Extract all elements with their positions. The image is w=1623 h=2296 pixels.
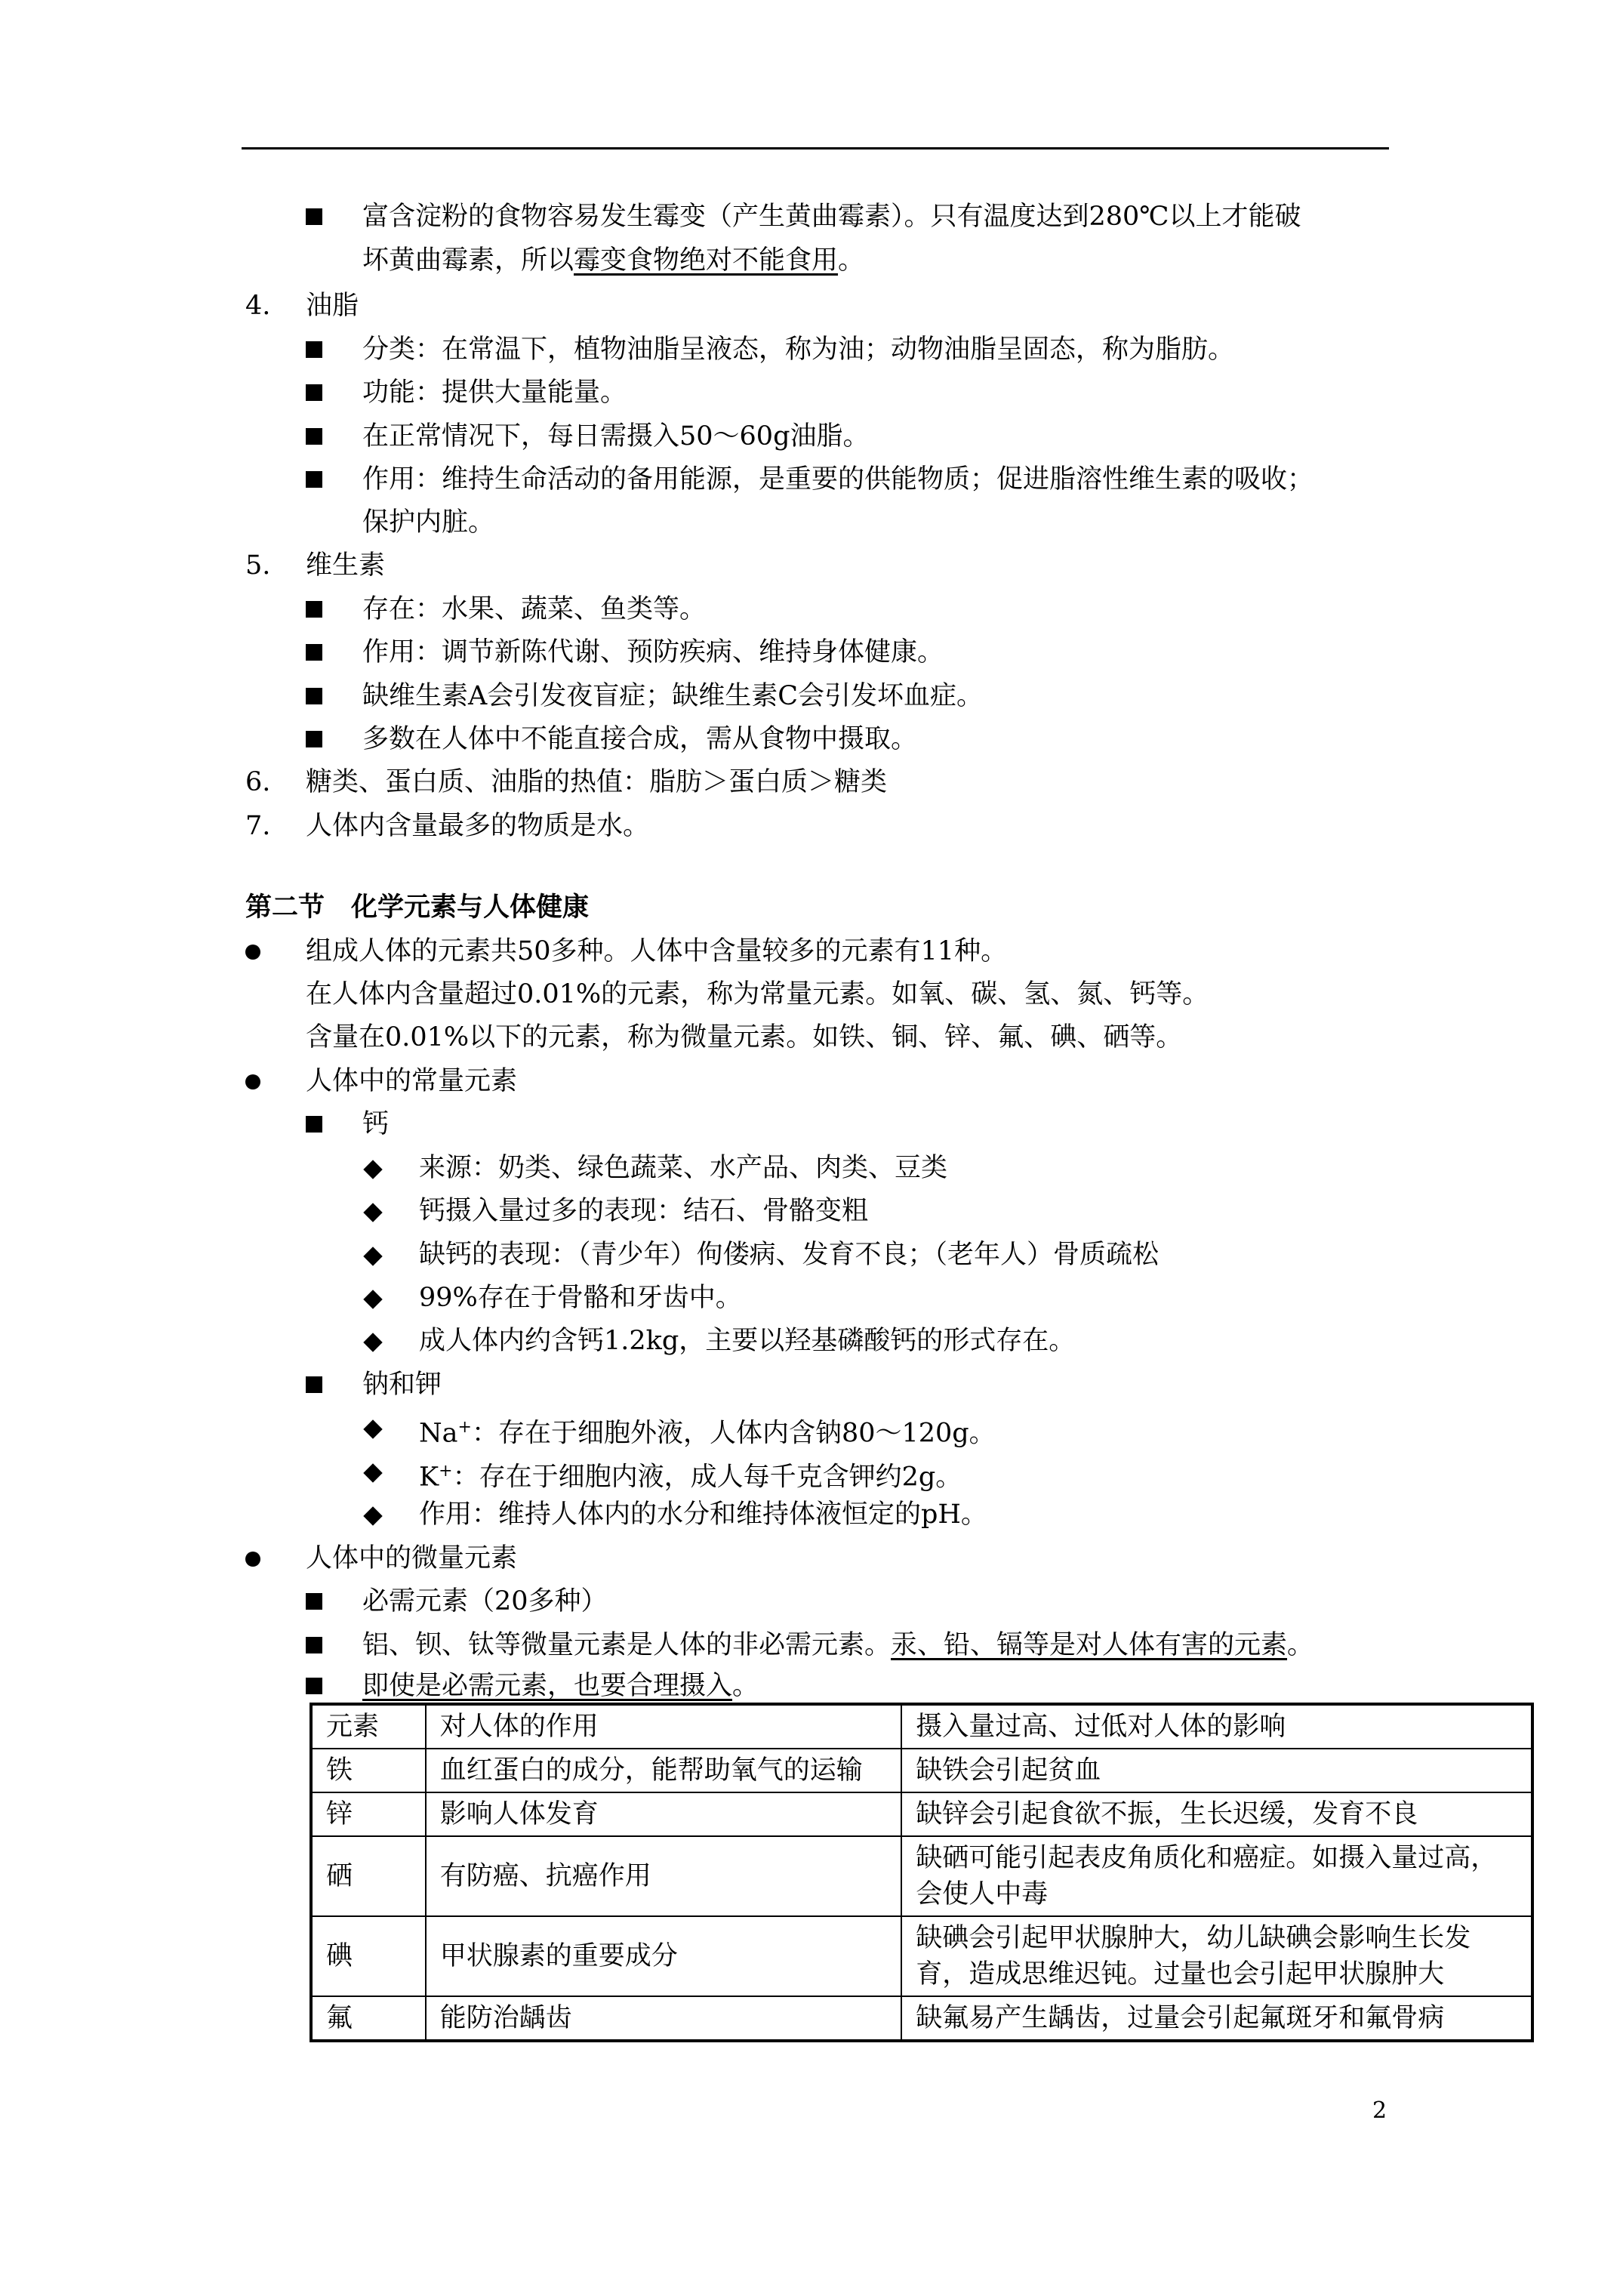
bullet-marker [245,935,260,968]
body-text: 必需元素（20多种） [362,1586,608,1616]
body-text: 功能：提供大量能量。 [362,378,627,408]
body-text: 在人体内含量超过0.01%的元素，称为常量元素。如氧、碳、氢、氮、钙等。 [306,979,1209,1009]
bullet-marker [366,1281,380,1314]
bullet-marker [306,376,322,409]
body-text: 多数在人体中不能直接合成，需从食物中摄取。 [362,724,918,754]
body-text: 分类：在常温下，植物油脂呈液态，称为油；动物油脂呈固态，称为脂肪。 [362,334,1235,365]
body-text: 作用：维持生命活动的备用能源，是重要的供能物质；促进脂溶性维生素的吸收； [362,464,1314,495]
table-row [311,1749,1532,1792]
page-number: 2 [1372,2097,1387,2124]
body-text: 缺钙的表现：（青少年）佝偻病、发育不良；（老年人）骨质疏松 [419,1240,1160,1270]
table-header-row [311,1704,1532,1749]
body-text: 作用：调节新陈代谢、预防疾病、维持身体健康。 [362,637,944,667]
bullet-marker [366,1324,380,1358]
bullet-marker [306,593,322,626]
list-title: 油脂 [306,291,359,321]
body-text: Na+：存在于细胞外液，人体内含钠80～120g。 [419,1418,996,1449]
trace-element-table [310,1703,1534,2042]
list-number: 6. [245,767,271,797]
table-cell: 甲状腺素的重要成分 [426,1916,901,1996]
body-text: 坏黄曲霉素，所以霉变食物绝对不能食用。 [362,245,865,276]
bullet-marker [306,1585,322,1618]
bullet-marker [306,1108,322,1141]
bullet-marker [306,200,322,233]
body-text: 人体中的微量元素 [306,1543,518,1573]
bullet-marker [366,1151,380,1185]
body-text: 即使是必需元素，也要合理摄入。 [362,1671,759,1701]
body-text: 铝、钡、钛等微量元素是人体的非必需元素。汞、铅、镉等是对人体有害的元素。 [362,1630,1314,1660]
body-text: 来源：奶类、绿色蔬菜、水产品、肉类、豆类 [419,1153,948,1183]
table-cell: 缺氟易产生龋齿，过量会引起氟斑牙和氟骨病 [901,1996,1532,2041]
body-text: K+：存在于细胞内液，成人每千克含钾约2g。 [419,1462,962,1493]
body-text: 99%存在于骨骼和牙齿中。 [419,1283,742,1313]
table-header-cell: 对人体的作用 [426,1704,901,1749]
table-cell: 缺锌会引起食欲不振，生长迟缓，发育不良 [901,1792,1532,1836]
body-text: 缺维生素A会引发夜盲症；缺维生素C会引发坏血症。 [362,681,984,711]
table-cell: 缺铁会引起贫血 [901,1749,1532,1792]
bullet-marker [306,1368,322,1401]
section-heading: 第二节 化学元素与人体健康 [245,892,590,923]
body-text: 钙摄入量过多的表现：结石、骨骼变粗 [419,1196,869,1226]
body-text: 保护内脏。 [362,507,495,538]
table-cell: 能防治龋齿 [426,1996,901,2041]
bullet-marker [306,1669,322,1703]
bullet-marker [306,420,322,453]
body-text: 存在：水果、蔬菜、鱼类等。 [362,594,707,624]
table-header-cell: 摄入量过高、过低对人体的影响 [901,1704,1532,1749]
bullet-marker [366,1411,380,1444]
table-row [311,1836,1532,1916]
list-title: 维生素 [306,550,386,581]
bullet-marker [366,1455,380,1488]
body-text: 组成人体的元素共50多种。人体中含量较多的元素有11种。 [306,936,1008,966]
bullet-marker [245,1542,260,1575]
body-text: 在正常情况下，每日需摄入50～60g油脂。 [362,421,870,451]
body-text: 成人体内约含钙1.2kg，主要以羟基磷酸钙的形式存在。 [419,1326,1076,1356]
table-cell: 血红蛋白的成分，能帮助氧气的运输 [426,1749,901,1792]
table-row [311,1792,1532,1836]
table-cell: 影响人体发育 [426,1792,901,1836]
list-number: 5. [245,550,271,581]
table-cell: 氟 [311,1996,426,2041]
body-text: 含量在0.01%以下的元素，称为微量元素。如铁、铜、锌、氟、碘、硒等。 [306,1022,1183,1052]
body-text: 钠和钾 [362,1370,442,1400]
list-number: 7. [245,811,271,841]
bullet-marker [306,463,322,496]
table-cell: 锌 [311,1792,426,1836]
table-cell: 铁 [311,1749,426,1792]
bullet-marker [366,1498,380,1531]
table-row [311,1916,1532,1996]
bullet-marker [366,1238,380,1271]
bullet-marker [245,1065,260,1098]
table-header-cell: 元素 [311,1704,426,1749]
table-cell: 碘 [311,1916,426,1996]
bullet-marker [306,723,322,756]
bullet-marker [306,636,322,669]
bullet-marker [306,333,322,366]
table-cell: 缺碘会引起甲状腺肿大，幼儿缺碘会影响生长发育，造成思维迟钝。过量也会引起甲状腺肿大 [901,1916,1532,1996]
list-number: 4. [245,291,271,321]
body-text: 富含淀粉的食物容易发生霉变（产生黄曲霉素）。只有温度达到280℃以上才能破 [362,202,1301,232]
body-text: 糖类、蛋白质、油脂的热值：脂肪＞蛋白质＞糖类 [306,767,888,797]
table-cell: 缺硒可能引起表皮角质化和癌症。如摄入量过高，会使人中毒 [901,1836,1532,1916]
header-rule [242,147,1389,149]
body-text: 人体内含量最多的物质是水。 [306,811,650,841]
body-text: 作用：维持人体内的水分和维持体液恒定的pH。 [419,1499,987,1530]
table-cell: 有防癌、抗癌作用 [426,1836,901,1916]
body-text: 钙 [362,1109,390,1139]
bullet-marker [306,1629,322,1662]
table-cell: 硒 [311,1836,426,1916]
body-text: 人体中的常量元素 [306,1066,518,1096]
bullet-marker [306,680,322,713]
table-row [311,1996,1532,2041]
bullet-marker [366,1194,380,1228]
